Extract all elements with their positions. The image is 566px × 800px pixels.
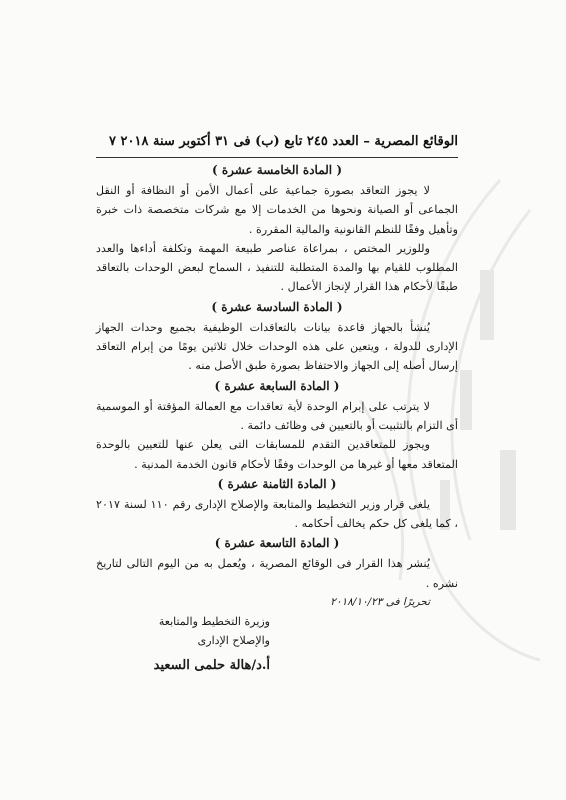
article-15 [96,160,458,297]
article-19 [96,533,458,612]
paragraph: يلغى قرار وزير التخطيط والمتابعة والإصلاح الإدارى رقم ١١٠ لسنة ٢٠١٧ ، كما يلغى كل حكم يخالف أحكامه . [96,497,458,531]
signature-title: وزيرة التخطيط والمتابعة [158,615,270,628]
article-heading: ( المادة السادسة عشرة ) [211,299,343,314]
article-18 [96,474,458,534]
dateline: تحريرًا فى ٢٠١٨/١٠/٢٣ [330,596,430,609]
signature-title: والإصلاح الإدارى [197,634,270,647]
article-17 [96,376,458,474]
signatory-name: أ.د/هالة حلمى السعيد [153,658,270,673]
signature-block [120,612,270,675]
paragraph: وللوزير المختص ، بمراعاة عناصر طبيعة المهمة وتكلفة أداءها والعدد المطلوب للقيام بها والمدة المتطلبة للتنفيذ ، السماح لبعض الوحدات بالتعاقد طبقًا لأحكام هذا القرار لإنجاز الأعمال . [96,241,458,294]
article-heading: ( المادة السابعة عشرة ) [214,378,340,393]
running-header: الوقائع المصرية – العدد ٢٤٥ تابع (ب) فى ٣١ أكتوبر سنة ٢٠١٨ ٧ [109,134,458,149]
paragraph: ويجوز للمتعاقدين التقدم للمسابقات التى يعلن عنها للتعيين بالوحدة المتعاقد معها أو غيرها من الوحدات وفقًا لأحكام قانون الخدمة المدنية . [96,438,458,471]
paragraph: يُنشر هذا القرار فى الوقائع المصرية ، ويُعمل به من اليوم التالى لتاريخ نشره . [96,557,458,590]
paragraph: لا يجوز التعاقد بصورة جماعية على أعمال الأمن أو النظافة أو النقل الجماعى أو الصيانة ونحوها من الخدمات إلا مع شركات متخصصة ذات خبرة وتأهيل وفقًا للنظم القانونية والمالية المقررة . [96,184,458,236]
article-heading: ( المادة التاسعة عشرة ) [214,536,340,551]
paragraph: لا يترتب على إبرام الوحدة لأية تعاقدات مع العمالة المؤقتة أو الموسمية أى التزام بالتثبيت أو بالتعيين فى وظائف دائمة . [96,399,458,432]
document-body [96,160,458,612]
article-heading: ( المادة الخامسة عشرة ) [211,163,342,177]
paragraph: يُنشأ بالجهاز قاعدة بيانات بالتعاقدات الوظيفية بجميع وحدات الجهاز الإدارى للدولة ، ويتعين على هذه الوحدات خلال ثلاثين يومًا من إبرام التعاقد إرسال أصله إلى الجهاز والاحتفاظ بصورة طبق الأصل منه . [96,320,458,373]
header-rule [96,157,458,158]
article-16 [96,297,458,376]
article-heading: ( المادة الثامنة عشرة ) [217,476,337,491]
